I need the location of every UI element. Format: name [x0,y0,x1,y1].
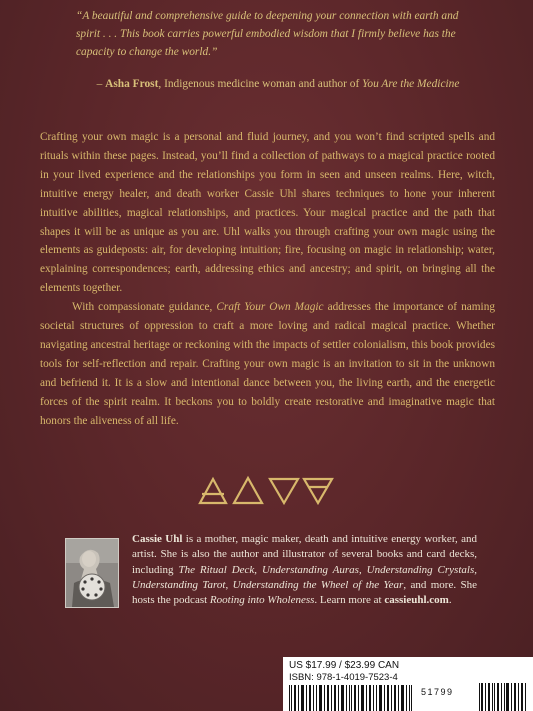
air-symbol-icon [200,479,226,503]
element-symbols [196,474,336,506]
author-photo [65,538,119,608]
attribution-name: Asha Frost [105,78,159,90]
author-photo-image [66,539,118,607]
quote-attribution [68,78,488,90]
bio-text-3: . Learn more at [314,594,385,607]
barcode-label [283,657,533,711]
bio-book-2: Understanding Auras [261,563,359,576]
earth-symbol-icon [304,479,332,503]
bio-text-4: . [448,594,452,607]
water-symbol-icon [270,479,298,503]
paragraph2-book-title: Craft Your Own Magic [216,301,324,314]
bio-author-name: Cassie Uhl [132,533,183,545]
endorsement-quote [76,7,476,61]
book-description [40,128,495,431]
isbn-text: ISBN: 978-1-4019-7523-4 [289,672,398,683]
price-addon-barcode [478,683,528,711]
bio-sep-1: , [254,563,262,576]
bio-book-1: The Ritual Deck [178,563,255,576]
bio-sep-2: , [358,563,367,576]
bio-book-5: Understanding the Wheel of the Year [232,578,404,591]
fire-symbol-icon [234,478,262,503]
bio-book-3: Understanding Crystals [366,563,475,576]
attribution-book-title: You Are the Medicine [362,78,460,90]
quote-text: “A beautiful and comprehensive guide to deepening your connection with earth and spirit . . . This book carries powerful embodied wisdom that I firmly believe has the capacity to change the world.” [76,10,459,58]
bio-podcast: Rooting into Wholeness [209,594,315,607]
attribution-dash: – [96,78,106,90]
bio-text-2: , and more. She hosts the podcast [132,578,478,607]
attribution-role: , Indigenous medicine woman and author of [158,78,363,90]
author-bio [132,532,477,608]
bio-website: cassieuhl.com [384,594,449,607]
price-text: US $17.99 / $23.99 CAN [289,660,400,671]
bio-sep-3: , [474,563,477,576]
description-paragraph-2 [40,298,495,430]
bio-sep-4: , [225,578,233,591]
paragraph2-body: addresses the importance of naming societal structures of oppression to craft a more loving and radical magical practice. Whether navigating ancestral heritage or reckoning with the impacts of settler colonialism, this book provides tools for self-reflection and repair. Crafting your own magic is an invitation to sit in the unknown and befriend it. It is a slow and intentional dance between you, the living earth, and the energetic forces of the spirit realm. It beckons you to boldly create restorative and imaginative magic that honors the aliveness of all life. [40,301,495,427]
bio-text-1: is a mother, magic maker, death and intuitive energy worker, and artist. She is also the author and illustrator of several books and card decks, including [132,533,478,576]
isbn-barcode [287,685,417,711]
paragraph2-intro: With compassionate guidance, [72,301,217,314]
bio-book-4: Understanding Tarot [132,578,226,591]
description-paragraph-1: Crafting your own magic is a personal and fluid journey, and you won’t find scripted spells and rituals within these pages. Instead, you’ll find a collection of pathways to a magical practice rooted in your lived experience and the relationships you form in seen and unseen realms. Here, witch, intuitive energy healer, and death worker Cassie Uhl shares techniques to hone your inherent intuitive abilities, magical relationships, and practices. Your magical practice and the path that shapes it will be as unique as you are. Uhl walks you through crafting your own magic using the elements as guideposts: air, for developing intuition; fire, focusing on magic in relationship; water, explaining correspondences; earth, addressing ethics and ancestry; and spirit, on bringing all the elements together. [40,131,495,295]
addon-digits: 51799 [421,687,454,697]
